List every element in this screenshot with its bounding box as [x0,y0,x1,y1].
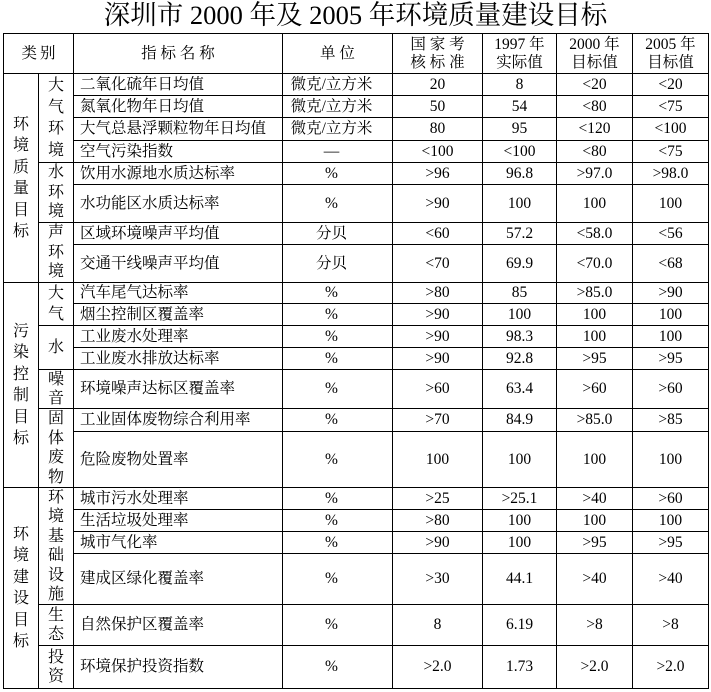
target-2005-value: >98.0 [633,163,709,185]
header-actual-1997 [483,34,557,74]
environment-targets-table [3,33,709,689]
indicator-name: 饮用水源地水质达标率 [74,163,283,185]
national-standard-value: 50 [393,96,483,118]
target-2000-value: 100 [557,432,633,488]
actual-1997-value: 54 [483,96,557,118]
subgroup-label-text: 固体废物 [47,410,64,486]
actual-1997-value: 69.9 [483,245,557,283]
unit-value: % [283,532,393,554]
header-indicator: 指 标 名 称 [74,34,283,74]
subgroup-label-text: 大气环境 [47,77,64,159]
target-2005-value: >85 [633,409,709,432]
indicator-name: 氮氧化物年日均值 [74,96,283,118]
indicator-name: 生活垃圾处理率 [74,510,283,532]
target-2000-value: 100 [557,304,633,326]
actual-1997-value: 6.19 [483,605,557,646]
subgroup-label-text: 声环境 [47,224,64,281]
actual-1997-value: 84.9 [483,409,557,432]
unit-value: % [283,185,393,223]
unit-value: % [283,326,393,348]
actual-1997-value: >25.1 [483,488,557,510]
actual-1997-value: 98.3 [483,326,557,348]
subgroup-label-text: 水 [47,338,64,356]
indicator-name: 环境保护投资指数 [74,646,283,689]
unit-value: % [283,304,393,326]
unit-value: 分贝 [283,223,393,245]
unit-value: % [283,510,393,532]
unit-value: 微克/立方米 [283,96,393,118]
indicator-name: 烟尘控制区覆盖率 [74,304,283,326]
national-standard-value: >96 [393,163,483,185]
header-national-standard-line-2: 核 标 准 [410,53,465,71]
group-label-environment-construction [4,488,39,689]
target-2000-value: >2.0 [557,646,633,689]
target-2000-value: <20 [557,74,633,96]
national-standard-value: >90 [393,326,483,348]
subgroup-label-text: 投资 [47,648,64,685]
unit-value: 分贝 [283,245,393,283]
national-standard-value: 20 [393,74,483,96]
target-2005-value: >60 [633,488,709,510]
actual-1997-value: 85 [483,283,557,304]
actual-1997-value: 100 [483,185,557,223]
target-2005-value: 100 [633,326,709,348]
subgroup-label-noise [39,370,74,409]
unit-value: % [283,283,393,304]
actual-1997-value: 100 [483,532,557,554]
subgroup-label-water [39,326,74,370]
actual-1997-value: 63.4 [483,370,557,409]
actual-1997-value: 95 [483,118,557,141]
target-2005-value: 100 [633,432,709,488]
national-standard-value: >90 [393,532,483,554]
subgroup-label-text: 噪音 [47,370,64,407]
subgroup-label-text: 生态 [47,606,64,643]
unit-value: % [283,409,393,432]
group-label-pollution-control [4,283,39,488]
target-2005-value: <56 [633,223,709,245]
indicator-name: 建成区绿化覆盖率 [74,554,283,605]
header-actual-1997-line-2: 实际值 [496,53,543,71]
subgroup-label-text: 环境基础设施 [47,488,64,603]
target-2005-value: 100 [633,510,709,532]
national-standard-value: >70 [393,409,483,432]
target-2005-value: <100 [633,118,709,141]
target-2000-value: >85.0 [557,283,633,304]
header-target-2000-line-2: 目标值 [571,53,618,71]
indicator-name: 交通干线噪声平均值 [74,245,283,283]
unit-value: — [283,141,393,163]
target-2000-value: >40 [557,554,633,605]
target-2000-value: 100 [557,185,633,223]
header-target-2000-line-1: 2000 年 [569,35,620,53]
indicator-name: 危险废物处置率 [74,432,283,488]
indicator-name: 大气总悬浮颗粒物年日均值 [74,118,283,141]
target-2005-value: 100 [633,304,709,326]
actual-1997-value: 100 [483,304,557,326]
target-2000-value: >97.0 [557,163,633,185]
actual-1997-value: 100 [483,510,557,532]
unit-value: % [283,348,393,370]
target-2005-value: <75 [633,141,709,163]
actual-1997-value: 92.8 [483,348,557,370]
target-2005-value: <68 [633,245,709,283]
national-standard-value: >90 [393,185,483,223]
national-standard-value: 8 [393,605,483,646]
group-label-text: 环境质量目标 [12,115,29,240]
subgroup-label-infrastructure [39,488,74,605]
target-2000-value: <80 [557,96,633,118]
national-standard-value: >60 [393,370,483,409]
group-label-text: 污染控制目标 [12,322,29,447]
target-2000-value: >95 [557,348,633,370]
unit-value: % [283,488,393,510]
header-actual-1997-line-1: 1997 年 [494,35,545,53]
national-standard-value: <100 [393,141,483,163]
header-target-2000 [557,34,633,74]
subgroup-label-atmospheric-environment [39,74,74,163]
target-2000-value: <70.0 [557,245,633,283]
target-2000-value: >40 [557,488,633,510]
target-2000-value: <58.0 [557,223,633,245]
unit-value: % [283,432,393,488]
indicator-name: 二氧化硫年日均值 [74,74,283,96]
page-title: 深圳市 2000 年及 2005 年环境质量建设目标 [103,0,608,30]
target-2000-value: >95 [557,532,633,554]
subgroup-label-water-environment [39,163,74,223]
actual-1997-value: 57.2 [483,223,557,245]
subgroup-label-acoustic-environment [39,223,74,283]
indicator-name: 城市气化率 [74,532,283,554]
indicator-name: 汽车尾气达标率 [74,283,283,304]
indicator-name: 自然保护区覆盖率 [74,605,283,646]
indicator-name: 水功能区水质达标率 [74,185,283,223]
header-category: 类别 [4,34,74,74]
actual-1997-value: 8 [483,74,557,96]
target-2005-value: 100 [633,185,709,223]
target-2005-value: <75 [633,96,709,118]
indicator-name: 工业废水处理率 [74,326,283,348]
target-2005-value: >95 [633,532,709,554]
unit-value: 微克/立方米 [283,74,393,96]
unit-value: % [283,554,393,605]
target-2005-value: >90 [633,283,709,304]
header-target-2005 [633,34,709,74]
national-standard-value: <60 [393,223,483,245]
national-standard-value: >30 [393,554,483,605]
national-standard-value: >90 [393,304,483,326]
actual-1997-value: 44.1 [483,554,557,605]
target-2005-value: <20 [633,74,709,96]
target-2000-value: 100 [557,326,633,348]
subgroup-label-investment [39,646,74,689]
header-national-standard-line-1: 国 家 考 [410,35,465,53]
indicator-name: 工业废水排放达标率 [74,348,283,370]
indicator-name: 城市污水处理率 [74,488,283,510]
header-target-2005-line-1: 2005 年 [645,35,696,53]
subgroup-label-air [39,283,74,326]
target-2000-value: 100 [557,510,633,532]
target-2000-value: >60 [557,370,633,409]
subgroup-label-ecology [39,605,74,646]
target-2000-value: >8 [557,605,633,646]
subgroup-label-solid-waste [39,409,74,488]
national-standard-value: 100 [393,432,483,488]
unit-value: % [283,605,393,646]
group-label-environment-quality [4,74,39,283]
actual-1997-value: 1.73 [483,646,557,689]
header-unit: 单 位 [283,34,393,74]
actual-1997-value: 96.8 [483,163,557,185]
unit-value: % [283,370,393,409]
subgroup-label-text: 大气 [47,284,64,323]
unit-value: % [283,646,393,689]
actual-1997-value: <100 [483,141,557,163]
national-standard-value: >2.0 [393,646,483,689]
target-2000-value: >85.0 [557,409,633,432]
target-2005-value: >2.0 [633,646,709,689]
header-national-standard [393,34,483,74]
unit-value: % [283,163,393,185]
target-2005-value: >60 [633,370,709,409]
group-label-text: 环境建设目标 [12,525,29,650]
unit-value: 微克/立方米 [283,118,393,141]
target-2005-value: >95 [633,348,709,370]
national-standard-value: 80 [393,118,483,141]
target-2000-value: <80 [557,141,633,163]
target-2005-value: >8 [633,605,709,646]
header-target-2005-line-2: 目标值 [647,53,694,71]
national-standard-value: >80 [393,510,483,532]
national-standard-value: >90 [393,348,483,370]
national-standard-value: >80 [393,283,483,304]
indicator-name: 工业固体废物综合利用率 [74,409,283,432]
indicator-name: 区域环境噪声平均值 [74,223,283,245]
actual-1997-value: 100 [483,432,557,488]
national-standard-value: <70 [393,245,483,283]
target-2005-value: >40 [633,554,709,605]
national-standard-value: >25 [393,488,483,510]
target-2000-value: <120 [557,118,633,141]
indicator-name: 环境噪声达标区覆盖率 [74,370,283,409]
subgroup-label-text: 水环境 [47,164,64,221]
indicator-name: 空气污染指数 [74,141,283,163]
